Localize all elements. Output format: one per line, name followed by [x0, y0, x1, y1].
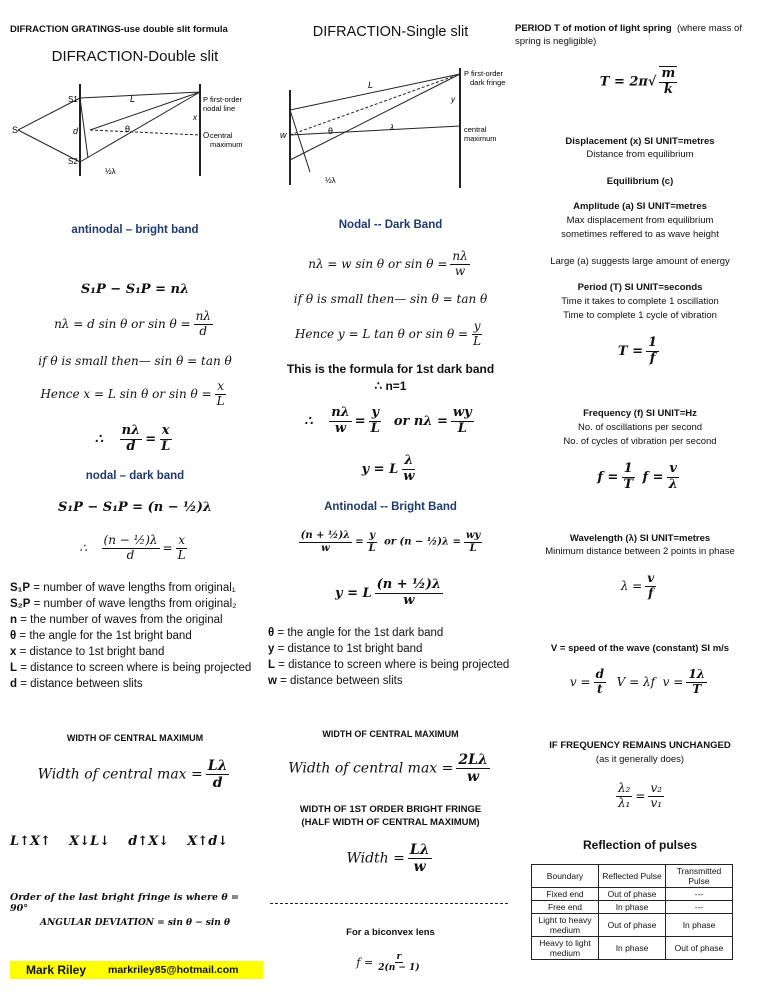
table-header: Transmitted Pulse: [666, 865, 733, 888]
svg-text:x: x: [193, 113, 197, 122]
wavelength-desc: Minimum distance between 2 points in phase: [545, 546, 735, 557]
eq-path-difference: S₁P − S₁P = nλ: [80, 282, 190, 297]
antinodal-bright-heading: Antinodal -- Bright Band: [324, 501, 457, 513]
definition-text: = the angle for the 1st bright band: [16, 630, 192, 642]
speed-eq: v = $\frac{d}{t}$ V = λf v = $\frac{1\lambda}{T}$: [569, 667, 706, 696]
double-slit-title: DIFRACTION-Double slit: [51, 48, 219, 65]
frequency-desc-1: No. of oscillations per second: [577, 422, 703, 433]
width-central-eq-1: Width of central max = $\frac{L\lambda}{d}$: [37, 758, 228, 792]
period-eq: T = $\frac{1}{f}$: [617, 335, 658, 366]
author-email[interactable]: markriley85@hotmail.com: [108, 964, 239, 976]
label-theta: θ: [125, 124, 131, 134]
table-header-row: [532, 865, 733, 888]
svg-text:nodal line: nodal line: [203, 104, 236, 113]
svg-text:maximum: maximum: [210, 140, 243, 149]
definition-symbol: d: [10, 678, 18, 690]
eq-single-hence: Hence y = L tan θ or sin θ = $\frac{y}{L}$: [294, 319, 482, 348]
definition-symbol: w: [268, 675, 277, 687]
table-cell: Out of phase: [666, 937, 733, 960]
definition-item: [10, 628, 260, 644]
svg-text:central: central: [210, 131, 233, 140]
last-fringe-note: Order of the last bright fringe is where θ = 90°: [10, 892, 239, 914]
width-central-heading-2: WIDTH OF CENTRAL MAXIMUM: [322, 729, 459, 739]
label-l: L: [130, 94, 136, 104]
angular-deviation: ANGULAR DEVIATION = sin θ − sin θ: [40, 918, 230, 928]
author-footer: [10, 961, 263, 979]
antinodal-heading: antinodal – bright band: [71, 224, 199, 236]
definition-item: [10, 612, 260, 628]
amplitude-heading: Amplitude (a) SI UNIT=metres: [573, 201, 707, 212]
label-o: O: [203, 131, 210, 140]
definition-symbol: n: [10, 614, 18, 626]
definition-text: = the number of waves from the original: [17, 614, 223, 626]
definition-symbol: L: [10, 662, 18, 674]
eq-single-bright: $\frac{\text{(n + ½)λ}}{w}$ = $\frac{y}{L}$ or (n − ½)λ = $\frac{wy}{L}$: [300, 530, 481, 554]
definition-text: = distance to 1st bright band: [274, 643, 423, 655]
table-cell: ---: [666, 901, 733, 914]
svg-text:dark fringe: dark fringe: [470, 78, 506, 87]
frequency-eq: f = $\frac{1}{T}$ f = $\frac{v}{\lambda}$: [597, 461, 678, 492]
definitions-list-1: [10, 580, 260, 692]
wavelength-heading: Wavelength (λ) SI UNIT=metres: [569, 533, 711, 544]
table-cell: Fixed end: [532, 888, 599, 901]
arrow-relations: L↑X↑ X↓L↓ d↑X↓ X↑d↓: [10, 834, 229, 849]
equilibrium-heading: Equilibrium (c): [606, 176, 674, 187]
reflection-table-wrap: [531, 864, 733, 960]
period-desc-2: Time to complete 1 cycle of vibration: [563, 310, 717, 321]
reflection-heading: Reflection of pulses: [582, 838, 698, 852]
bright-fringe-heading: WIDTH OF 1ST ORDER BRIGHT FRINGE (HALF WIDTH OF CENTRAL MAXIMUM): [299, 804, 482, 828]
width-bright-eq: Width = $\frac{L\lambda}{w}$: [346, 842, 430, 876]
definition-symbol: θ: [268, 627, 275, 639]
svg-text:λ: λ: [390, 123, 394, 132]
period-heading: Period (T) SI UNIT=seconds: [577, 282, 703, 293]
definition-symbol: y: [268, 643, 275, 655]
definition-text: = number of wave lengths from original₂: [30, 598, 237, 610]
speed-heading: V = speed of the wave (constant) SI m/s: [550, 643, 730, 654]
eq-nodal-path: S₁P − S₁P = (n − ½)λ: [58, 500, 212, 515]
table-cell: In phase: [666, 914, 733, 937]
definition-item: [10, 580, 260, 596]
label-s: S: [12, 125, 19, 135]
eq-single-n-lambda: nλ = w sin θ or sin θ = $\frac{n\lambda}{w}$: [308, 249, 468, 278]
author-name: Mark Riley: [26, 963, 87, 977]
definition-text: = number of wave lengths from original₁: [30, 582, 236, 594]
eq-hence: Hence x = L sin θ or sin θ = $\frac{x}{L}$: [40, 379, 225, 408]
definition-item: [10, 676, 260, 692]
first-dark-band-note: This is the formula for 1st dark band: [286, 362, 495, 376]
nodal-dark-heading: Nodal -- Dark Band: [338, 219, 443, 231]
eq-y-bright: y = L $\frac{\text{(n + ½)λ}}{w}$: [334, 577, 441, 608]
definition-text: = distance to screen where is being projected: [17, 662, 252, 674]
period-spring-eq: T = 2π√ $\frac{m}{k}$: [599, 66, 676, 97]
label-y: y: [451, 95, 455, 104]
label-half-lambda: ½λ: [105, 167, 116, 176]
definition-text: = the angle for the 1st dark band: [274, 627, 444, 639]
definition-item: [268, 657, 513, 673]
svg-text:maximum: maximum: [464, 134, 497, 143]
definition-item: [268, 673, 513, 689]
amplitude-desc-2: sometimes reffered to as wave height: [561, 229, 719, 240]
definition-symbol: S₂P: [10, 598, 31, 610]
width-central-heading-1: WIDTH OF CENTRAL MAXIMUM: [66, 733, 204, 743]
label-d: d: [73, 126, 79, 136]
frequency-heading: Frequency (f) SI UNIT=Hz: [583, 408, 697, 419]
label-theta2: θ: [328, 126, 334, 136]
definition-text: = distance to 1st bright band: [16, 646, 165, 658]
lens-eq: f = $\frac{r}{2(n - 1)}$: [356, 952, 420, 974]
table-cell: In phase: [599, 901, 666, 914]
definition-item: [10, 660, 260, 676]
table-row: [532, 914, 733, 937]
divider-dashed: [270, 903, 508, 904]
table-row: [532, 901, 733, 914]
n-equals-one: ∴ n=1: [374, 379, 407, 393]
wavelength-ratio-eq: $\frac{\text{λ₂}}{\text{λ₁}}$ = $\frac{\text{v₂}}{\text{v₁}}$: [617, 781, 663, 810]
definition-item: [268, 625, 513, 641]
definition-text: = distance between slits: [276, 675, 403, 687]
definition-symbol: θ: [10, 630, 17, 642]
wavelength-eq: λ = $\frac{v}{f}$: [620, 571, 655, 600]
single-slit-title: DIFRACTION-Single slit: [312, 24, 469, 40]
definition-symbol: x: [10, 646, 17, 658]
label-w: w: [280, 130, 287, 140]
table-row: [532, 937, 733, 960]
svg-text:central: central: [464, 125, 487, 134]
definition-text: = distance to screen where is being projected: [275, 659, 510, 671]
reflection-table: [531, 864, 733, 960]
eq-bright-result: ∴ $\frac{n\lambda}{d}$ = $\frac{x}{L}$: [94, 423, 171, 454]
eq-nodal-result: ∴ $\frac{\text{(n − ½)λ}}{d}$ = $\frac{x}{L}$: [79, 533, 186, 562]
table-cell: Free end: [532, 901, 599, 914]
definitions-list-2: [268, 625, 513, 689]
table-header: Boundary: [532, 865, 599, 888]
eq-single-small-angle: if θ is small then— sin θ = tan θ: [293, 292, 488, 306]
amplitude-desc-1: Max displacement from equilibrium: [566, 215, 714, 226]
single-slit-diagram: [270, 60, 510, 190]
frequency-desc-2: No. of cycles of vibration per second: [563, 436, 717, 447]
definition-text: = distance between slits: [17, 678, 143, 690]
definition-item: [268, 641, 513, 657]
definition-item: [10, 596, 260, 612]
period-spring-heading: PERIOD T of motion of light spring (where mass of spring is negligible): [515, 23, 742, 47]
table-cell: Heavy to light medium: [532, 937, 599, 960]
svg-text:P first-order: P first-order: [203, 95, 243, 104]
table-header: Reflected Pulse: [599, 865, 666, 888]
table-cell: Out of phase: [599, 888, 666, 901]
double-slit-diagram: [10, 80, 260, 180]
eq-n-lambda: nλ = d sin θ or sin θ = $\frac{n\lambda}{d}$: [54, 309, 211, 338]
table-cell: In phase: [599, 937, 666, 960]
eq-y-l-lambda: y = L $\frac{\lambda}{w}$: [361, 453, 415, 484]
grating-heading: DIFRACTION GRATINGS-use double slit formula: [10, 24, 228, 35]
svg-text:½λ: ½λ: [325, 176, 336, 185]
eq-small-angle: if θ is small then— sin θ = tan θ: [38, 354, 232, 368]
displacement-heading: Displacement (x) SI UNIT=metres: [565, 136, 715, 147]
eq-single-result: ∴ $\frac{n\lambda}{w}$ = $\frac{y}{L}$ or nλ = $\frac{wy}{L}$: [304, 405, 472, 436]
freq-unchanged-note: (as it generally does): [595, 754, 685, 765]
amplitude-desc-3: Large (a) suggests large amount of energy: [550, 256, 730, 267]
definition-symbol: S₁P: [10, 582, 31, 594]
table-cell: ---: [666, 888, 733, 901]
definition-symbol: L: [268, 659, 276, 671]
nodal-heading: nodal – dark band: [85, 470, 185, 482]
label-s2: S2: [68, 157, 78, 166]
displacement-desc: Distance from equilibrium: [586, 149, 694, 160]
definition-item: [10, 644, 260, 660]
lens-heading: For a biconvex lens: [346, 927, 435, 938]
label-l2: L: [368, 80, 374, 90]
period-desc-1: Time it takes to complete 1 oscillation: [561, 296, 719, 307]
table-cell: Light to heavy medium: [532, 914, 599, 937]
width-central-eq-2: Width of central max = $\frac{2L\lambda}{w}$: [288, 752, 488, 786]
table-cell: Out of phase: [599, 914, 666, 937]
label-s1: S1: [68, 95, 78, 104]
svg-text:P first-order: P first-order: [464, 69, 504, 78]
table-row: [532, 888, 733, 901]
freq-unchanged-heading: IF FREQUENCY REMAINS UNCHANGED: [549, 740, 731, 751]
